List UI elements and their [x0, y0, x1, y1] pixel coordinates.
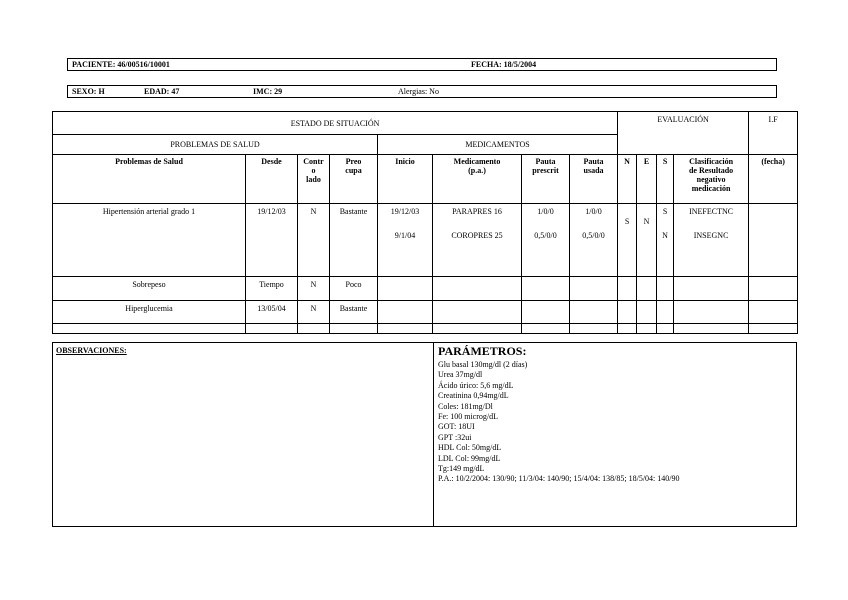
estado-header: ESTADO DE SITUACIÓN: [53, 112, 618, 135]
table-row: [53, 204, 798, 277]
row2-e: [637, 277, 657, 301]
col-e: E: [637, 155, 657, 204]
col-medicamento-l2: (p.a.): [468, 166, 486, 175]
list-item: Tg:149 mg/dL: [438, 464, 485, 474]
row3-s: [657, 301, 674, 324]
age-field: EDAD: 47: [144, 87, 180, 96]
row3-n: [618, 301, 637, 324]
list-item: Ácido úrico: 5,6 mg/dL: [438, 380, 514, 390]
row1-s: [657, 204, 674, 277]
patient-id: PACIENTE: 46/00516/10001: [72, 60, 170, 69]
row2-s: [657, 277, 674, 301]
row2-control: N: [298, 277, 330, 301]
row1-pauta-prescrit: [522, 204, 570, 277]
col-preocupa: [330, 155, 378, 204]
table-row: [53, 277, 798, 301]
list-item: Creatinina 0,94mg/dL: [438, 391, 509, 401]
row1-pauta-usada-b: 0,5/0/0: [582, 231, 605, 240]
row4-cell: [298, 324, 330, 334]
situation-table: [52, 111, 798, 334]
row3-pauta-prescrit: [522, 301, 570, 324]
row1-pauta-prescrit-a: 1/0/0: [537, 207, 554, 216]
bmi-field: IMC: 29: [253, 87, 283, 96]
row2-problema: Sobrepeso: [53, 277, 246, 301]
col-pauta-usada-l2: usada: [583, 166, 604, 175]
list-item: GPT :32ui: [438, 432, 472, 442]
row1-n: S: [618, 204, 637, 277]
table-row: [53, 301, 798, 324]
col-problemas: Problemas de Salud: [53, 155, 246, 204]
row4-cell: [570, 324, 618, 334]
col-clasificacion-l2: de Resultado: [688, 166, 734, 175]
col-pauta-prescrit-l1: Pauta: [535, 157, 556, 166]
table-row: [53, 324, 798, 334]
row1-clasificacion-a: INEFECTNC: [689, 207, 734, 216]
list-item: Coles: 181mg/Dl: [438, 401, 493, 411]
row2-inicio: [378, 277, 433, 301]
col-n: N: [618, 155, 637, 204]
sex-field: SEXO: H: [72, 87, 105, 96]
col-inicio: Inicio: [378, 155, 433, 204]
parametros-title: PARÁMETROS:: [438, 344, 527, 358]
row4-cell: [330, 324, 378, 334]
row1-fecha: [749, 204, 798, 277]
col-clasificacion-l4: medicación: [691, 184, 731, 193]
col-desde: Desde: [246, 155, 298, 204]
list-item: Urea 37mg/dl: [438, 370, 483, 380]
row2-fecha: [749, 277, 798, 301]
row3-clasificacion: [674, 301, 749, 324]
row1-inicio-a: 19/12/03: [390, 207, 420, 216]
row2-medicamento: [433, 277, 522, 301]
allergies-field: Alergias: No: [398, 87, 439, 96]
col-control-l2: o: [311, 166, 316, 175]
col-clasificacion: [674, 155, 749, 204]
row1-problema: Hipertensión arterial grado 1: [53, 204, 246, 277]
row2-clasificacion: [674, 277, 749, 301]
row3-problema: Hiperglucemia: [53, 301, 246, 324]
list-item: P.A.: 10/2/2004: 130/90; 11/3/04: 140/90; 15/4/04: 138/85; 18/5/04: 140/90: [438, 474, 680, 484]
row1-medicamento-a: PARAPRES 16: [452, 207, 502, 216]
row3-desde: 13/05/04: [246, 301, 298, 324]
list-item: HDL Col: 50mg/dL: [438, 443, 502, 453]
row1-control: N: [298, 204, 330, 277]
col-s: S: [657, 155, 674, 204]
list-item: Fe: 100 microg/dL: [438, 412, 498, 422]
row2-pauta-usada: [570, 277, 618, 301]
row2-n: [618, 277, 637, 301]
col-medicamento-l1: Medicamento: [453, 157, 501, 166]
row1-clasificacion-b: INSEGNC: [693, 231, 729, 240]
col-medicamento: [433, 155, 522, 204]
row3-e: [637, 301, 657, 324]
row4-cell: [53, 324, 246, 334]
col-clasificacion-l1: Clasificación: [689, 157, 734, 166]
row1-clasificacion: [674, 204, 749, 277]
list-item: LDL Col: 99mg/dL: [438, 453, 501, 463]
col-control: [298, 155, 330, 204]
row4-cell: [674, 324, 749, 334]
row1-pauta-usada: [570, 204, 618, 277]
info-bar: [67, 85, 777, 98]
col-pauta-prescrit: [522, 155, 570, 204]
col-control-l3: lado: [306, 175, 321, 184]
row4-cell: [637, 324, 657, 334]
row1-pauta-prescrit-b: 0,5/0/0: [534, 231, 557, 240]
row4-cell: [522, 324, 570, 334]
col-control-l1: Contr: [303, 157, 324, 166]
problemas-header: PROBLEMAS DE SALUD: [53, 135, 378, 155]
list-item: Glu basal 130mg/dl (2 días): [438, 360, 528, 369]
col-fecha: (fecha): [749, 155, 798, 204]
patient-bar: [67, 58, 777, 71]
row3-pauta-usada: [570, 301, 618, 324]
if-header: I.F: [749, 112, 798, 155]
row1-medicamento-b: COROPRES 25: [451, 231, 503, 240]
row1-medicamento: [433, 204, 522, 277]
row4-cell: [433, 324, 522, 334]
row1-preocupa: Bastante: [330, 204, 378, 277]
row3-preocupa: Bastante: [330, 301, 378, 324]
row4-cell: [657, 324, 674, 334]
col-pauta-prescrit-l2: prescrit: [532, 166, 559, 175]
medicamentos-header: MEDICAMENTOS: [378, 135, 618, 155]
row3-inicio: [378, 301, 433, 324]
parametros-panel: [433, 342, 797, 527]
row4-cell: [618, 324, 637, 334]
row3-fecha: [749, 301, 798, 324]
row2-preocupa: Poco: [330, 277, 378, 301]
col-pauta-usada-l1: Pauta: [583, 157, 604, 166]
col-clasificacion-l3: negativo: [696, 175, 726, 184]
row1-e: N: [637, 204, 657, 277]
row1-pauta-usada-a: 1/0/0: [585, 207, 602, 216]
observaciones-panel: [52, 342, 434, 527]
row4-cell: [378, 324, 433, 334]
parametros-list: [438, 360, 680, 485]
row1-inicio: [378, 204, 433, 277]
row2-pauta-prescrit: [522, 277, 570, 301]
row4-cell: [246, 324, 298, 334]
report-date: FECHA: 18/5/2004: [471, 60, 537, 69]
row1-desde: 19/12/03: [246, 204, 298, 277]
row1-s-a: S: [662, 207, 668, 216]
row1-inicio-b: 9/1/04: [394, 231, 416, 240]
list-item: GOT: 18UI: [438, 422, 475, 432]
col-preocupa-l1: Preo: [345, 157, 362, 166]
evaluacion-header: EVALUACIÓN: [618, 112, 749, 155]
row3-control: N: [298, 301, 330, 324]
col-preocupa-l2: cupa: [345, 166, 362, 175]
row4-cell: [749, 324, 798, 334]
row3-medicamento: [433, 301, 522, 324]
row2-desde: Tiempo: [246, 277, 298, 301]
col-pauta-usada: [570, 155, 618, 204]
observaciones-title: OBSERVACIONES:: [56, 346, 127, 355]
row1-s-b: N: [662, 231, 668, 240]
